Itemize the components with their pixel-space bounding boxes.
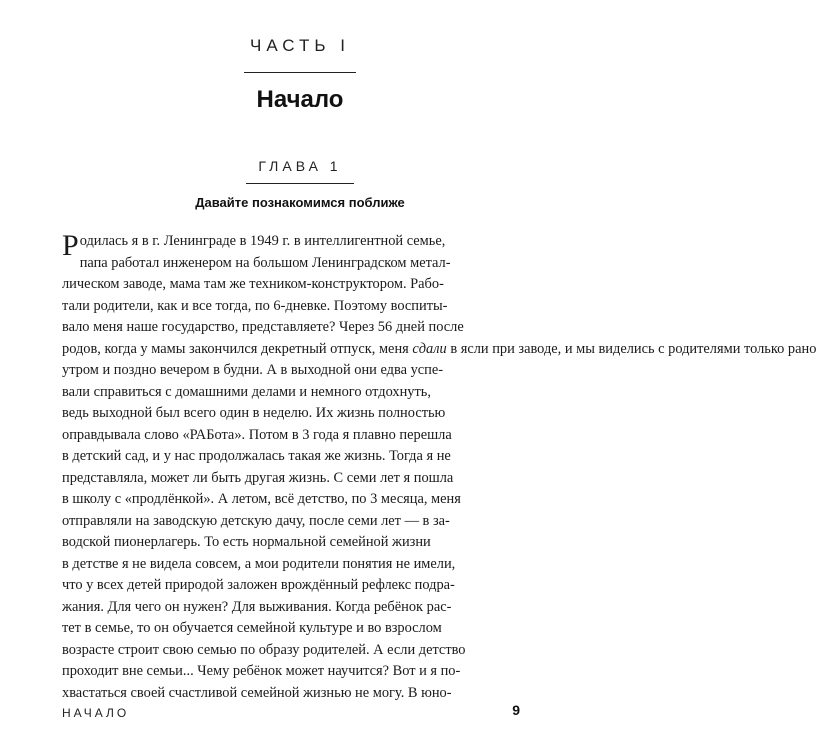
text-line: хвастаться своей счастливой семейной жизнью не могу. В юно- [62, 684, 452, 701]
text-line: утром и поздно вечером в будни. А в выходной они едва успе- [62, 362, 444, 378]
text-line: проходит вне семьи... Чему ребёнок может научится? Вот и я по- [62, 663, 461, 679]
text-line: родов, когда у мамы закончился декретный отпуск, меня сдали в ясли при заводе, и мы виделись с родителями только рано [62, 340, 816, 357]
text-line: тали родители, как и все тогда, по 6-дневке. Поэтому воспиты- [62, 297, 448, 314]
part-title: Начало [256, 86, 344, 113]
part-label: ЧАСТЬ I [250, 36, 350, 55]
text-line: в детский сад, и у нас продолжалась такая же жизнь. Тогда я не [62, 448, 451, 464]
part-divider [244, 72, 356, 73]
italic-word: сдали [412, 340, 447, 357]
text-line: водской пионерлагерь. То есть нормальной семейной жизни [62, 534, 431, 550]
text-line: Родилась я в г. Ленинграде в 1949 г. в интеллигентной семье, [62, 229, 446, 262]
text-line: что у всех детей природой заложен врождённый рефлекс подра- [62, 577, 455, 593]
chapter-label: ГЛАВА 1 [258, 158, 342, 174]
text-line: оправдывала слово «РАБота». Потом в 3 года я плавно перешла [62, 426, 452, 443]
text-line: в детстве я не видела совсем, а мои родители понятия не имели, [62, 555, 456, 572]
text-line: вали справиться с домашними делами и немного отдохнуть, [62, 383, 431, 400]
text-line: тет в семье, то он обучается семейной культуре и во взрослом [62, 620, 442, 636]
text-line: вало меня наше государство, представляете? Через 56 дней после [62, 319, 464, 335]
chapter-divider [246, 183, 354, 184]
body-paragraph [62, 229, 816, 704]
text-line: лическом заводе, мама там же техником-конструктором. Рабо- [62, 276, 444, 292]
text-line: возрасте строит свою семью по образу родителей. А если детство [62, 641, 466, 658]
text-line: в школу с «продлёнкой». А летом, всё детство, по 3 месяца, меня [62, 491, 461, 507]
text-line: представляла, может ли быть другая жизнь. С семи лет я пошла [62, 469, 454, 486]
page-number: 9 [512, 702, 520, 718]
text-line: папа работал инженером на большом Ленинградском метал- [79, 254, 451, 271]
footer-section-title: НАЧАЛО [62, 706, 130, 720]
text-line: отправляли на заводскую детскую дачу, после семи лет — в за- [62, 512, 450, 529]
chapter-title: Давайте познакомимся поближе [195, 195, 405, 210]
text-line: ведь выходной был всего один в неделю. Их жизнь полностью [62, 405, 446, 421]
text-line: жания. Для чего он нужен? Для выживания. Когда ребёнок рас- [62, 598, 452, 615]
drop-cap: Р [62, 229, 79, 262]
